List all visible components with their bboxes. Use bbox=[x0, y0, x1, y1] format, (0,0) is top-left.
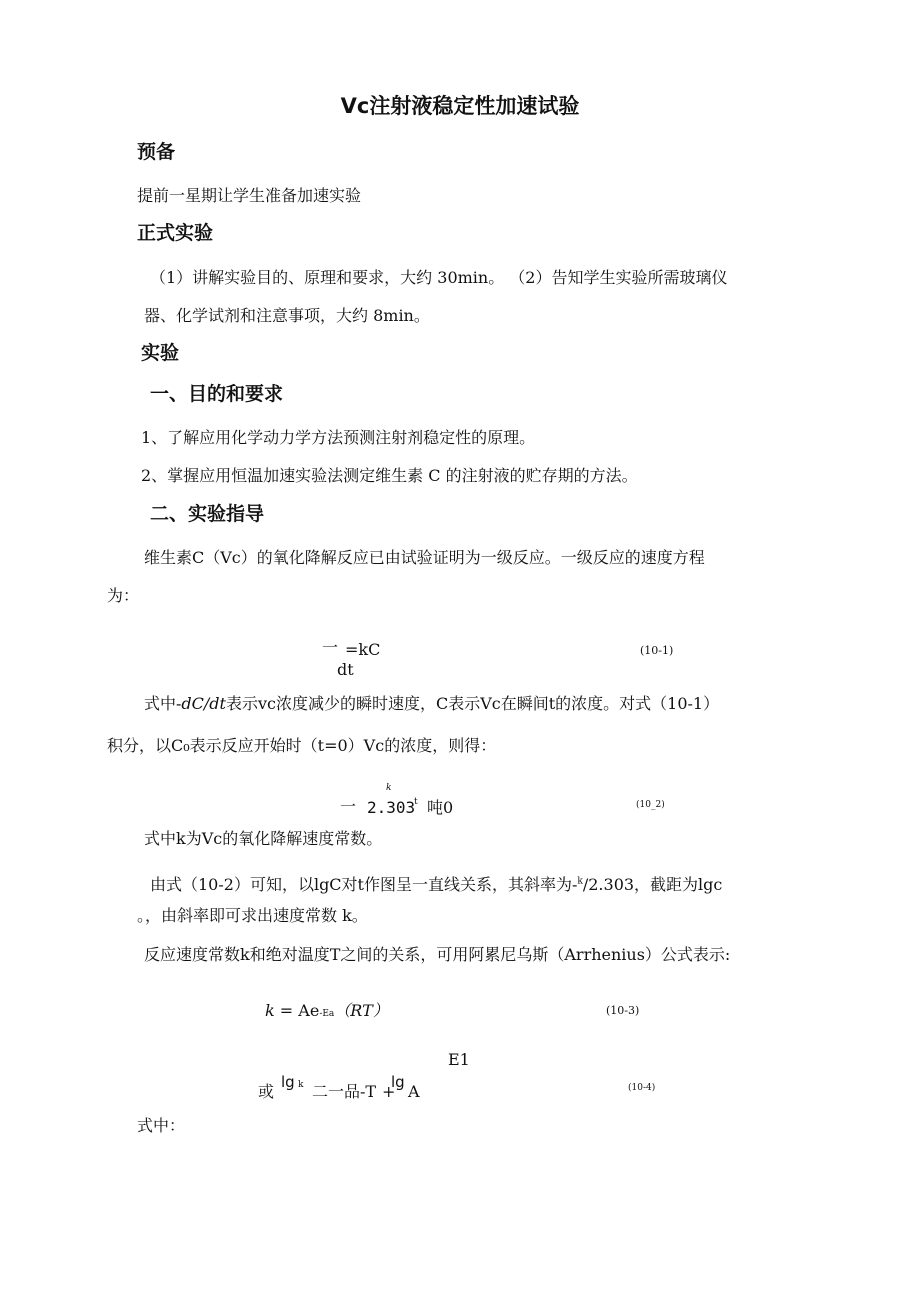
eq1-dash: 一 bbox=[322, 638, 339, 657]
eq3-body bbox=[265, 1001, 389, 1020]
para4-k: k bbox=[577, 876, 583, 887]
eq2-value: 2.303 bbox=[367, 798, 416, 817]
para4-text-a: 由式（10-2）可知，以lgC对t作图呈一直线关系，其斜率为- bbox=[150, 875, 578, 894]
para5: 反应速度常数k和绝对温度T之间的关系，可用阿累尼乌斯（Arrhenius）公式表示: bbox=[144, 945, 731, 964]
para3: 式中k为Vc的氧化降解速度常数。 bbox=[144, 829, 383, 848]
prep-text: 提前一星期让学生准备加速实验 bbox=[137, 186, 362, 205]
para2-rest: 表示vc浓度减少的瞬时速度，C表示Vc在瞬间t的浓度。对式（10-1） bbox=[225, 694, 720, 713]
experiment-heading: 实验 bbox=[141, 342, 180, 364]
eq1-rhs: =kC bbox=[345, 640, 381, 659]
formal-line-2: 器、化学试剂和注意事项，大约 8min。 bbox=[144, 306, 430, 325]
eq3-k: k bbox=[265, 1001, 275, 1020]
section1-heading: 一、目的和要求 bbox=[150, 383, 284, 405]
eq3-number: (10-3) bbox=[606, 1004, 640, 1017]
eq3-paren: （RT） bbox=[334, 1001, 389, 1020]
eq4-mid: 二一品-T bbox=[312, 1082, 377, 1101]
eq4-lg2: lg bbox=[391, 1073, 405, 1091]
eq3-exponent: -Ea bbox=[319, 1009, 335, 1019]
eq1-number: (10-1) bbox=[640, 644, 674, 657]
eq2-t: t bbox=[414, 797, 418, 807]
para1-line-2: 为： bbox=[107, 586, 140, 605]
eq4-number: (10-4) bbox=[628, 1083, 656, 1093]
formal-line-1: （1）讲解实验目的、原理和要求，大约 30min。 （2）告知学生实验所需玻璃仪 bbox=[150, 268, 728, 287]
para2-line-1 bbox=[144, 694, 719, 713]
eq4-k: k bbox=[298, 1080, 304, 1090]
eq4-plus: + bbox=[382, 1082, 396, 1101]
section2-heading: 二、实验指导 bbox=[150, 503, 265, 525]
prep-heading: 预备 bbox=[137, 141, 176, 163]
para2-line-2: 积分，以C₀表示反应开始时（t=0）Vc的浓度，则得： bbox=[107, 736, 497, 755]
eq4-lg: lg bbox=[281, 1073, 295, 1091]
para2-prefix: 式中- bbox=[144, 694, 182, 713]
eq4-or: 或 bbox=[258, 1082, 275, 1101]
document-title: Vc注射液稳定性加速试验 bbox=[340, 94, 580, 118]
para4-text-b: /2.303，截距为lgc bbox=[582, 875, 723, 894]
eq2-number: (10_2) bbox=[636, 800, 665, 810]
eq1-denominator: dt bbox=[337, 660, 354, 679]
eq4-e1: E1 bbox=[448, 1050, 470, 1069]
section1-item-1: 1、了解应用化学动力学方法预测注射剂稳定性的原理。 bbox=[141, 428, 536, 447]
eq4-a: A bbox=[408, 1082, 420, 1101]
section1-item-2: 2、掌握应用恒温加速实验法测定维生素 C 的注射液的贮存期的方法。 bbox=[141, 466, 638, 485]
eq2-k: k bbox=[386, 783, 392, 793]
para4-line-1 bbox=[150, 875, 722, 894]
eq3-eq: = Ae bbox=[279, 1001, 320, 1020]
para1-line-1: 维生素C（Vc）的氧化降解反应已由试验证明为一级反应。一级反应的速度方程 bbox=[144, 548, 705, 567]
eq2-tail: 吨0 bbox=[427, 798, 454, 817]
para4-line-2: 。，由斜率即可求出速度常数 k。 bbox=[137, 906, 368, 925]
para2-derivative: dC/dt bbox=[181, 694, 226, 713]
eq2-dash: 一 bbox=[340, 797, 357, 816]
para6: 式中： bbox=[137, 1116, 186, 1135]
formal-heading: 正式实验 bbox=[137, 222, 214, 244]
